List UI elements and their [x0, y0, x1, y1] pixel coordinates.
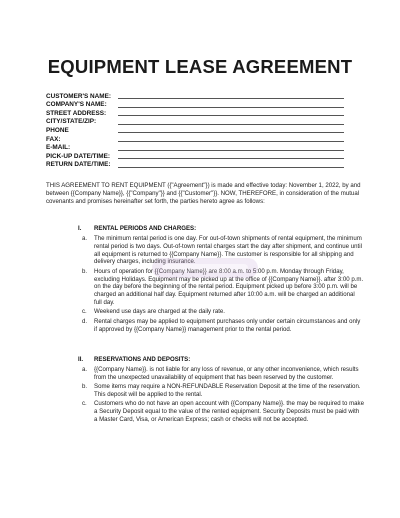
item-text: {{Company Name}}. is not liable for any loss of revenue, or any other inconvenience, which results from the unexpected unavailability of equipment that has been reserved by the customer. — [94, 366, 359, 381]
field-row — [46, 109, 346, 118]
list-item — [82, 308, 364, 316]
blank-line[interactable] — [118, 141, 344, 142]
field-label: CITY/STATE/ZIP: — [46, 118, 97, 126]
item-letter: b. — [82, 383, 88, 391]
item-letter: c. — [82, 400, 87, 408]
item-text: Some items may require a NON-REFUNDABLE Reservation Deposit at the time of the reservation. This deposit will be applied to the rental. — [94, 383, 361, 398]
field-label: RETURN DATE/TIME: — [46, 161, 111, 169]
blank-line[interactable] — [118, 124, 344, 125]
item-text: Rental charges may be applied to equipment purchases only under certain circumstances and only if approved by {{Company Name}} management prior to the rental period. — [94, 317, 361, 333]
item-text: The minimum rental period is one day. For out-of-town shipments of rental equipment, the minimum rental period is two days. Out-of-town rental charges start the day after shipment, and continue until all equipment is returned to {{Company Name}}. The customer is responsible for all shipping and delivery charges, including insurance. — [94, 235, 362, 266]
list-item — [82, 400, 364, 423]
item-text: Weekend use days are charged at the daily rate. — [94, 308, 225, 316]
field-row — [46, 92, 346, 101]
section-number: II. — [78, 356, 84, 363]
field-row — [46, 118, 346, 127]
blank-line[interactable] — [118, 115, 344, 116]
item-text: Customers who do not have an open account with {{Company Name}}. the may be required to make a Security Deposit equal to the value of the rented equipment. Security Deposits must be paid with a Master Card, Visa, or American Express; cash or checks will not be accepted. — [94, 400, 364, 423]
field-row — [46, 152, 346, 161]
item-letter: a. — [82, 235, 88, 242]
item-letter: d. — [82, 317, 88, 325]
document-title: EQUIPMENT LEASE AGREEMENT — [47, 56, 353, 77]
item-letter: b. — [82, 267, 88, 275]
section-title: RENTAL PERIODS AND CHARGES: — [94, 225, 197, 232]
item-letter: a. — [82, 366, 88, 373]
list-item — [82, 235, 364, 266]
blank-line[interactable] — [118, 150, 344, 151]
blank-line[interactable] — [118, 132, 344, 133]
list-item — [82, 318, 364, 334]
field-label: PHONE — [46, 126, 69, 134]
blank-line[interactable] — [118, 158, 344, 159]
blank-line[interactable] — [118, 107, 344, 108]
list-item — [82, 383, 364, 399]
list-item — [82, 268, 364, 307]
field-row — [46, 144, 346, 153]
section-items — [82, 366, 364, 425]
section-items — [82, 235, 364, 335]
list-item — [82, 366, 364, 382]
section-title: RESERVATIONS AND DEPOSITS: — [94, 356, 191, 363]
section-number: I. — [78, 225, 82, 232]
field-label: CUSTOMER'S NAME: — [46, 92, 111, 100]
intro-paragraph: THIS AGREEMENT TO RENT EQUIPMENT ({"Agreement"}) is made and effective today: November 1, 2022, by and between {{Company Name}}, {{"Company"}} and {{"Customer"}}. NOW, THEREFORE, in consideration of the mutual covenants and promises hereinafter set forth, the parties hereto agree as follows: — [46, 182, 361, 205]
customer-fields — [46, 92, 346, 169]
field-label: COMPANY'S NAME: — [46, 101, 107, 109]
field-label: PICK-UP DATE/TIME: — [46, 152, 111, 160]
field-row — [46, 126, 346, 135]
field-row — [46, 135, 346, 144]
field-row — [46, 101, 346, 110]
field-row — [46, 161, 346, 170]
field-label: FAX: — [46, 135, 61, 143]
item-text: Hours of operation for {{Company Name}} are 8:00 a.m. to 5:00 p.m. Monday through Friday, excluding Holidays. Equipment may be picked up at the office of {{Company Name}}. after 3:00 p.m. on the day before the beginning of the rental period. Equipment picked up before 3:00 p.m. will be charged an additional half day. Equipment returned after 10:00 a.m. will be charged an additional full day. — [94, 267, 364, 306]
blank-line[interactable] — [118, 98, 344, 99]
field-label: STREET ADDRESS: — [46, 109, 107, 117]
item-letter: c. — [82, 308, 87, 316]
field-label: E-MAIL: — [46, 144, 71, 152]
blank-line[interactable] — [118, 167, 344, 168]
